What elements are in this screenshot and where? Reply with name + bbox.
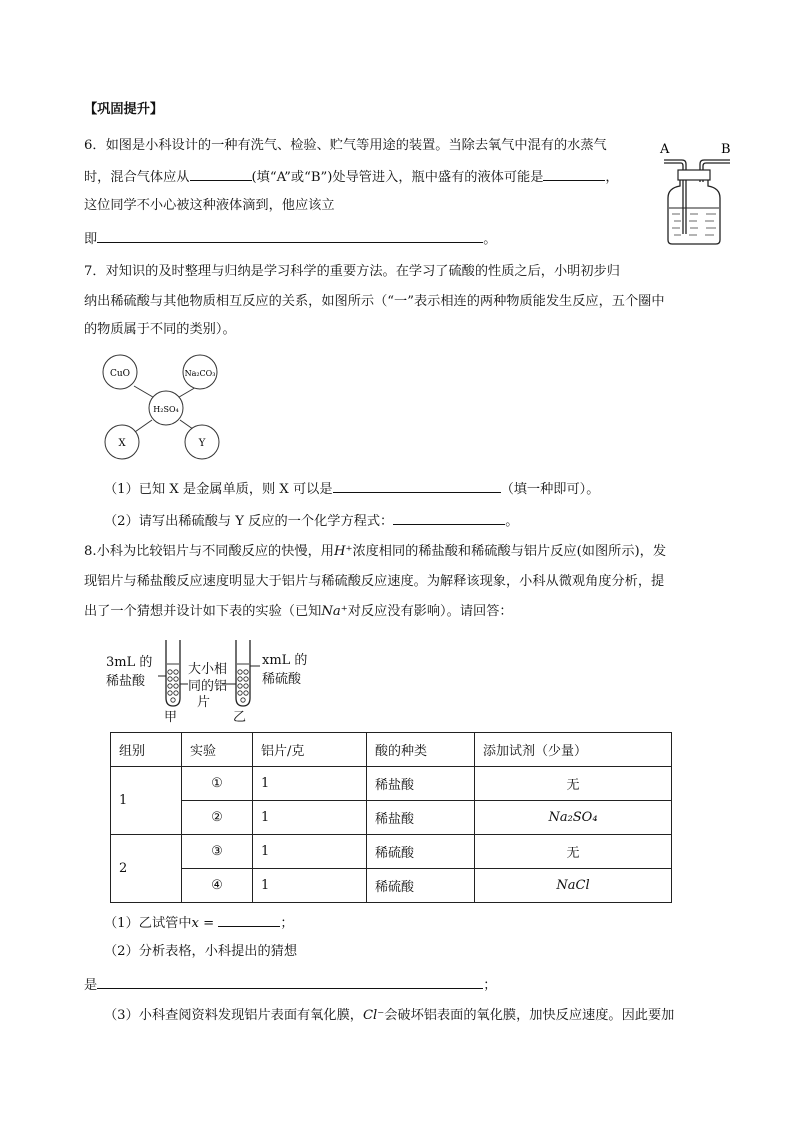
q6-line4 (84, 228, 496, 250)
q8-sub3-a: （3）小科查阅资料发现铝片表面有氧化膜， (104, 1008, 363, 1023)
q6-line4-a: 即 (84, 232, 98, 247)
table-row (111, 869, 672, 903)
left-label-1: 3mL 的 (106, 655, 153, 670)
header-acid: 酸的种类 (367, 733, 475, 767)
q7-blank-equation[interactable] (393, 510, 505, 525)
mid-label-3: 片 (197, 695, 211, 710)
reagent-cell: NaCl (475, 869, 672, 903)
q8-line2: 现铝片与稀盐酸反应速度明显大于铝片与稀硫酸反应速度。为解释该现象，小科从微观角度分析，提 (84, 574, 665, 589)
q8-line3-a: 出了一个猜想并设计如下表的实验（已知 (84, 604, 322, 619)
experiment-table (110, 732, 672, 903)
section-title: 【巩固提升】 (84, 102, 164, 117)
q6-line3: 这位同学不小心被这种液体滴到，他应该立 (84, 198, 335, 213)
q8-sub2-cont-b: ； (483, 978, 497, 993)
right-label-1: xmL 的 (262, 653, 308, 668)
mid-label-2: 同的铝 (188, 679, 228, 694)
al-cell: 1 (253, 835, 367, 869)
table-header-row (111, 733, 672, 767)
q8-sub2-cont-a: 是 (84, 978, 98, 993)
reagent-cell: Na₂SO₄ (475, 801, 672, 835)
mid-label-1: 大小相 (188, 662, 228, 677)
q8-line1 (84, 542, 666, 562)
exp-cell: ③ (182, 835, 253, 869)
label-h2so4: H₂SO₄ (153, 405, 179, 414)
reagent-cell: 无 (475, 767, 672, 801)
q8-sub3-b: 会破坏铝表面的氧化膜，加快反应速度。因此要加 (384, 1008, 675, 1023)
header-reagent: 添加试剂（少量） (475, 733, 672, 767)
q8-na-ion: Na⁺ (321, 604, 348, 619)
acid-cell: 稀盐酸 (367, 767, 475, 801)
al-cell: 1 (253, 801, 367, 835)
q7-line3: 的物质属于不同的类别）。 (84, 322, 236, 337)
q8-blank-x[interactable] (218, 912, 280, 927)
al-cell: 1 (253, 767, 367, 801)
label-y: Y (198, 438, 206, 449)
q8-sub1-a: （1）乙试管中 (104, 916, 192, 931)
q8-sub1 (104, 912, 294, 934)
q7-blank-metal[interactable] (333, 478, 501, 493)
q6-blank-action[interactable] (97, 228, 483, 243)
acid-cell: 稀硫酸 (367, 835, 475, 869)
q6-line2-a: 时，混合气体应从 (84, 170, 190, 185)
gas-washing-bottle-figure (650, 136, 740, 248)
q7-sub1 (104, 478, 599, 500)
q8-cl-ion: Cl⁻ (362, 1008, 385, 1023)
q6-blank-inlet[interactable] (190, 166, 252, 181)
q7-sub2-b: 。 (505, 514, 519, 529)
left-label-2: 稀盐酸 (106, 674, 146, 689)
header-experiment: 实验 (182, 733, 253, 767)
table-row (111, 835, 672, 869)
bottle-label-b: B (721, 142, 731, 157)
label-na2co3: Na₂CO₃ (184, 369, 216, 378)
q8-sub1-b: ； (280, 916, 294, 931)
q7-sub1-a: （1）已知 X 是金属单质，则 X 可以是 (104, 482, 333, 497)
acid-cell: 稀硫酸 (367, 869, 475, 903)
bottle-label-a: A (660, 142, 670, 157)
q8-line3-b: 对反应没有影响）。请回答： (347, 604, 513, 619)
label-cuo: CuO (109, 369, 131, 379)
q6-line2-c: ， (605, 170, 619, 185)
label-x: X (118, 438, 126, 449)
al-cell: 1 (253, 869, 367, 903)
reagent-cell: 无 (475, 835, 672, 869)
test-tubes-figure (100, 636, 320, 724)
exp-cell: ① (182, 767, 253, 801)
q7-sub1-b: （填一种即可）。 (500, 482, 600, 497)
group-cell: 2 (111, 835, 182, 903)
header-group: 组别 (111, 733, 182, 767)
header-aluminum: 铝片/克 (253, 733, 367, 767)
right-label-2: 稀硫酸 (262, 672, 302, 687)
tube2-label: 乙 (233, 710, 247, 724)
q7-sub2-a: （2）请写出稀硫酸与 Y 反应的一个化学方程式： (104, 514, 394, 529)
table-row (111, 801, 672, 835)
acid-cell: 稀盐酸 (367, 801, 475, 835)
exp-cell: ④ (182, 869, 253, 903)
q8-h-ion: H⁺ (333, 544, 353, 559)
q8-sub3 (104, 1006, 674, 1026)
q6-line2-b: (填“A”或“B”)处导管进入，瓶中盛有的液体可能是 (251, 170, 544, 185)
q8-line1-a: 8.小科为比较铝片与不同酸反应的快慢，用 (84, 544, 334, 559)
q8-sub2-cont (84, 974, 496, 996)
table-row (111, 767, 672, 801)
q6-line4-b: 。 (483, 232, 497, 247)
q8-sub1-math: x = (191, 916, 215, 931)
q6-blank-liquid[interactable] (543, 166, 605, 181)
q8-sub2: （2）分析表格，小科提出的猜想 (104, 944, 298, 959)
group-cell: 1 (111, 767, 182, 835)
q6-line2 (84, 166, 619, 188)
acid-relation-diagram (100, 352, 230, 468)
q8-blank-hypothesis[interactable] (97, 974, 483, 989)
q8-line3 (84, 602, 513, 622)
exp-cell: ② (182, 801, 253, 835)
q7-line1: 7．对知识的及时整理与归纳是学习科学的重要方法。在学习了硫酸的性质之后，小明初步归 (84, 264, 620, 279)
q8-line1-b: 浓度相同的稀盐酸和稀硫酸与铝片反应(如图所示)，发 (352, 544, 667, 559)
q7-sub2 (104, 510, 518, 532)
tube1-label: 甲 (164, 710, 178, 724)
q6-line1: 6．如图是小科设计的一种有洗气、检验、贮气等用途的装置。当除去氧气中混有的水蒸气 (84, 138, 607, 153)
q7-line2: 纳出稀硫酸与其他物质相互反应的关系，如图所示（“一”表示相连的两种物质能发生反应，五个圈中 (84, 294, 665, 309)
